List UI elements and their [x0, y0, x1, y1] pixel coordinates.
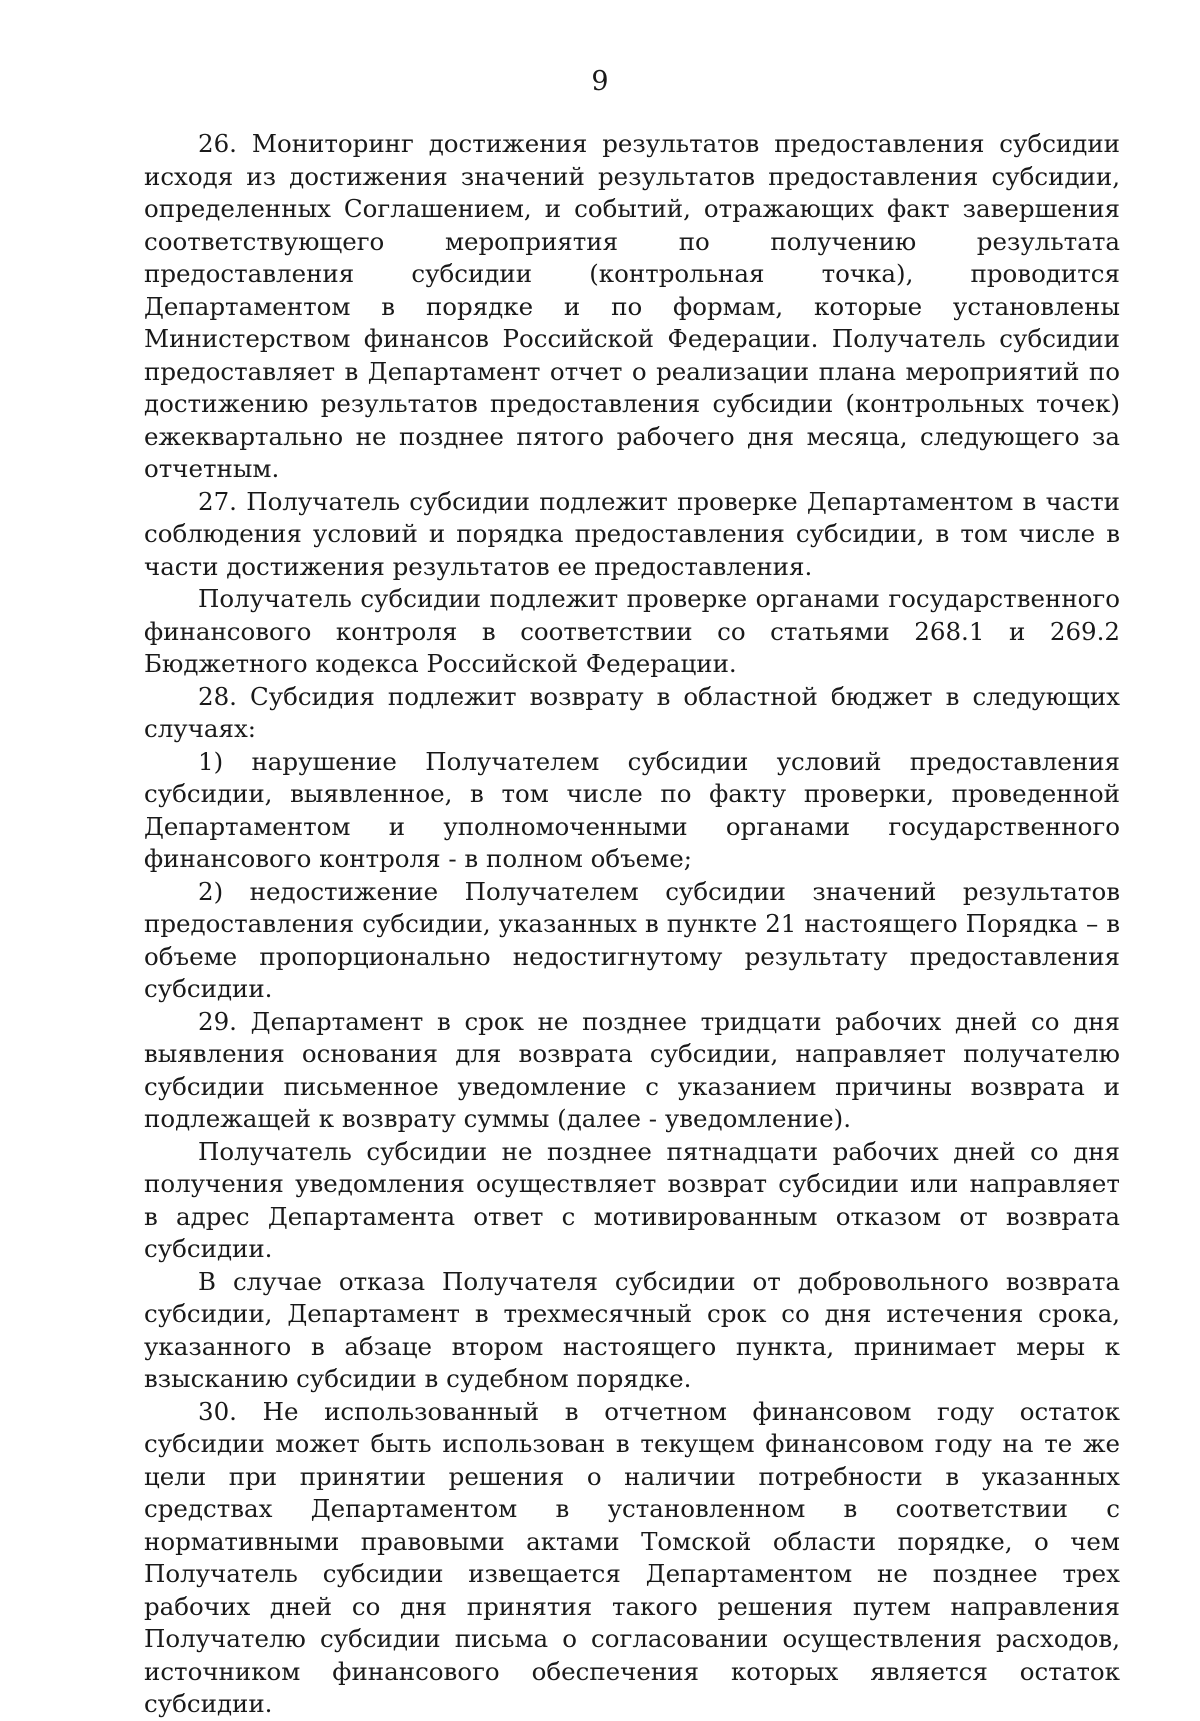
paragraph-29: 29. Департамент в срок не позднее тридцати рабочих дней со дня выявления основания для возврата субсидии, направляет получателю субсидии письменное уведомление с указанием причины возврата и подлежащей к возврату суммы (далее - уведомление). [144, 1006, 1120, 1133]
paragraph-28-item-1: 1) нарушение Получателем субсидии условий предоставления субсидии, выявленное, в том числе по факту проверки, проведенной Департаментом и уполномоченными органами государственного финансового контроля - в полном объеме; [144, 746, 1120, 873]
paragraph-29-refusal: В случае отказа Получателя субсидии от добровольного возврата субсидии, Департамент в трехмесячный срок со дня истечения срока, указанного в абзаце втором настоящего пункта, принимает меры к взысканию субсидии в судебном порядке. [144, 1266, 1120, 1393]
paragraph-27-control: Получатель субсидии подлежит проверке органами государственного финансового контроля в соответствии со статьями 268.1 и 269.2 Бюджетного кодекса Российской Федерации. [144, 584, 1120, 678]
paragraph-28-item-2: 2) недостижение Получателем субсидии значений результатов предоставления субсидии, указанных в пункте 21 настоящего Порядка – в объеме пропорционально недостигнутому результату предоставления субсидии. [144, 876, 1120, 1003]
paragraph-29-return: Получатель субсидии не позднее пятнадцати рабочих дней со дня получения уведомления осуществляет возврат субсидии или направляет в адрес Департамента ответ с мотивированным отказом от возврата субсидии. [144, 1136, 1120, 1263]
paragraph-30: 30. Не использованный в отчетном финансовом году остаток субсидии может быть использован в текущем финансовом году на те же цели при принятии решения о наличии потребности в указанных средствах Департаментом в установленном в соответствии с нормативными правовыми актами Томской области порядке, о чем Получатель субсидии извещается Департаментом не позднее трех рабочих дней со дня принятия такого решения путем направления Получателю субсидии письма о согласовании осуществления расходов, источником финансового обеспечения которых является остаток субсидии. [144, 1396, 1120, 1718]
document-body [144, 128, 1120, 1721]
page-number: 9 [591, 66, 609, 97]
paragraph-28: 28. Субсидия подлежит возврату в областной бюджет в следующих случаях: [144, 681, 1120, 743]
paragraph-26: 26. Мониторинг достижения результатов предоставления субсидии исходя из достижения значений результатов предоставления субсидии, определенных Соглашением, и событий, отражающих факт завершения соответствующего мероприятия по получению результата предоставления субсидии (контрольная точка), проводится Департаментом в порядке и по формам, которые установлены Министерством финансов Российской Федерации. Получатель субсидии предоставляет в Департамент отчет о реализации плана мероприятий по достижению результатов предоставления субсидии (контрольных точек) ежеквартально не позднее пятого рабочего дня месяца, следующего за отчетным. [144, 129, 1120, 483]
paragraph-27: 27. Получатель субсидии подлежит проверке Департаментом в части соблюдения условий и порядка предоставления субсидии, в том числе в части достижения результатов ее предоставления. [144, 486, 1120, 581]
